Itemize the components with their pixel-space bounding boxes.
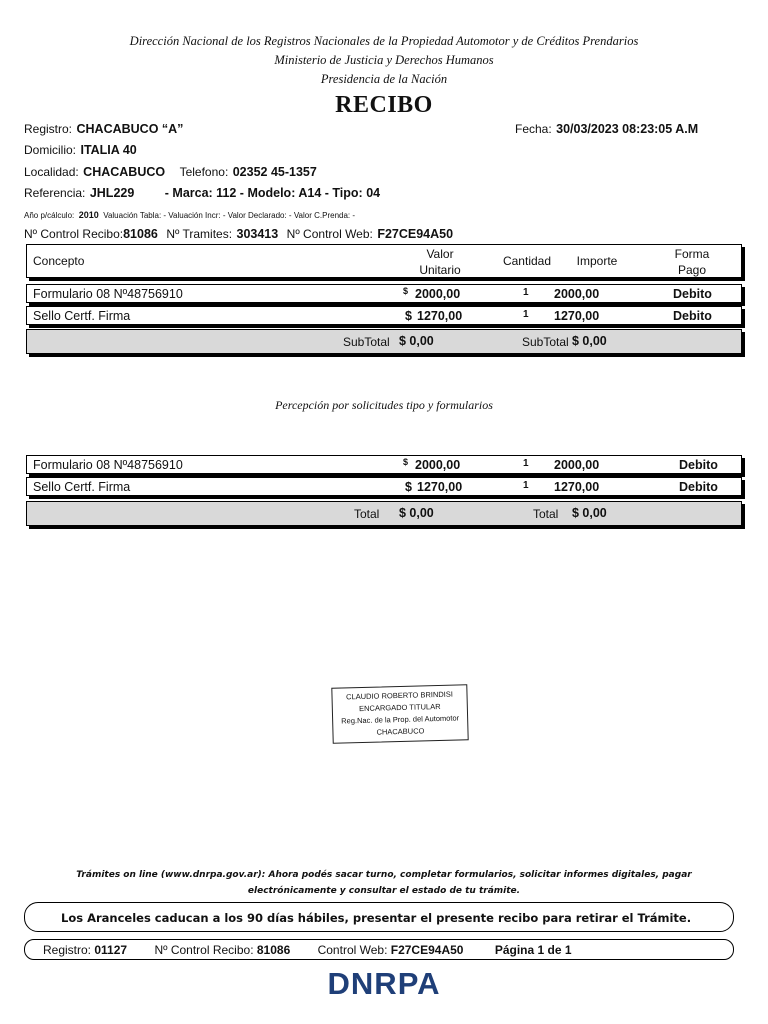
header-ministry: Ministerio de Justicia y Derechos Humanos [274,53,494,67]
domicilio-label: Domicilio: [24,143,77,157]
table-row [26,284,742,303]
row-valor: 1270,00 [417,480,463,494]
row-cantidad: 1 [523,458,529,469]
domicilio-value: ITALIA 40 [80,143,137,157]
row-importe: 2000,00 [554,287,600,301]
online-note-1: Trámites on line (www.dnrpa.gov.ar): Ahora podés sacar turno, completar formularios, solicitar informes digitales, pagar [76,870,692,880]
page-title: RECIBO [335,92,433,118]
footer-summary [24,939,734,960]
subtotal2-value: $ 0,00 [572,334,607,348]
registro-label: Registro: [24,122,73,136]
control-web-label: Nº Control Web: [286,227,373,241]
localidad-value: CHACABUCO [83,165,166,179]
stamp-role: ENCARGADO TITULAR [358,701,441,714]
row-currency: $ [405,309,412,323]
row-valor: 2000,00 [415,458,461,472]
footer-registro-label: Registro: [43,943,92,957]
fecha-line [515,120,698,138]
stamp-city: CHACABUCO [376,726,425,737]
referencia-value: JHL229 [89,186,135,200]
row-forma: Debito [673,287,712,301]
col-valor-2: Unitario [419,263,461,277]
col-valor-1: Valor [426,247,454,261]
stamp-name: CLAUDIO ROBERTO BRINDISI [345,689,454,702]
dnrpa-logo: DNRPA [327,966,441,1001]
col-forma-2: Pago [677,263,707,277]
localidad-line [24,163,317,181]
tramites-label: Nº Tramites: [166,227,233,241]
row-currency: $ [403,457,409,467]
anio-label: Año p/cálculo: [24,211,75,220]
row-currency: $ [405,480,412,494]
aranceles-text: Los Aranceles caducan a los 90 días hábiles, presentar el presente recibo para retirar el Trámite. [61,911,692,925]
row-forma: Debito [673,309,712,323]
row-cantidad: 1 [523,480,529,491]
tramites-value: 303413 [236,227,279,241]
header-agency: Dirección Nacional de los Registros Nacionales de la Propiedad Automotor y de Créditos Prendarios [129,34,639,48]
official-stamp [331,684,468,744]
fecha-label: Fecha: [515,122,552,136]
stamp-registry: Reg.Nac. de la Prop. del Automotor [341,713,460,726]
subtotal-label: SubTotal [343,335,390,349]
row-currency: $ [403,286,409,296]
col-cantidad: Cantidad [502,254,552,268]
row-cantidad: 1 [523,309,529,320]
valuacion-text: Valuación Tabla: - Valuación Incr: - Valor Declarado: - Valor C.Prenda: - [103,211,356,220]
table-header [26,244,742,278]
anio-value: 2010 [78,210,99,220]
row-concepto: Formulario 08 Nº48756910 [33,458,183,472]
row-forma: Debito [679,458,718,472]
fecha-value: 30/03/2023 08:23:05 A.M [556,122,699,136]
telefono-value: 02352 45-1357 [232,165,317,179]
subtotal-row [26,329,742,354]
col-concepto: Concepto [33,254,85,268]
row-importe: 1270,00 [554,480,600,494]
table-row [26,306,742,325]
total-label: Total [354,507,380,521]
percepcion-title: Percepción por solicitudes tipo y formularios [275,398,493,412]
telefono-label: Telefono: [179,165,229,179]
total2-value: $ 0,00 [572,506,607,520]
registro-line [24,120,183,138]
control-web-value: F27CE94A50 [377,227,454,241]
domicilio-line [24,141,137,159]
row-cantidad: 1 [523,287,529,298]
total-row [26,501,742,526]
total-value: $ 0,00 [399,506,434,520]
col-importe: Importe [576,254,618,268]
footer-control-recibo-label: Nº Control Recibo: [154,943,254,957]
header-presidency: Presidencia de la Nación [320,72,448,86]
footer-control-recibo-value: 81086 [256,943,291,957]
row-concepto: Sello Certf. Firma [33,309,131,323]
control-recibo-value: 81086 [123,227,158,241]
row-importe: 1270,00 [554,309,600,323]
row-valor: 1270,00 [417,309,463,323]
online-note-2: electrónicamente y consultar el estado de tu trámite. [247,886,521,896]
aranceles-box [24,902,734,932]
row-importe: 2000,00 [554,458,600,472]
control-recibo-label: Nº Control Recibo: [24,227,124,241]
subtotal2-label: SubTotal [522,335,569,349]
subtotal-value: $ 0,00 [399,334,434,348]
col-forma-1: Forma [674,247,710,261]
footer-pagina: Página 1 de 1 [494,943,572,957]
footer-summary-line [43,943,572,957]
footer-registro-value: 01127 [94,943,128,957]
referencia-line [24,184,380,202]
row-concepto: Formulario 08 Nº48756910 [33,287,183,301]
referencia-label: Referencia: [24,186,86,200]
localidad-label: Localidad: [24,165,79,179]
footer-control-web-label: Control Web: [317,943,388,957]
row-concepto: Sello Certf. Firma [33,480,131,494]
table-row [26,455,742,474]
valuacion-line [24,205,355,223]
footer-control-web-value: F27CE94A50 [390,943,464,957]
total2-label: Total [533,507,559,521]
registro-value: CHACABUCO “A” [76,122,184,136]
control-line [24,225,453,243]
row-valor: 2000,00 [415,287,461,301]
table-row [26,477,742,496]
row-forma: Debito [679,480,718,494]
vehiculo-details: - Marca: 112 - Modelo: A14 - Tipo: 04 [164,186,381,200]
